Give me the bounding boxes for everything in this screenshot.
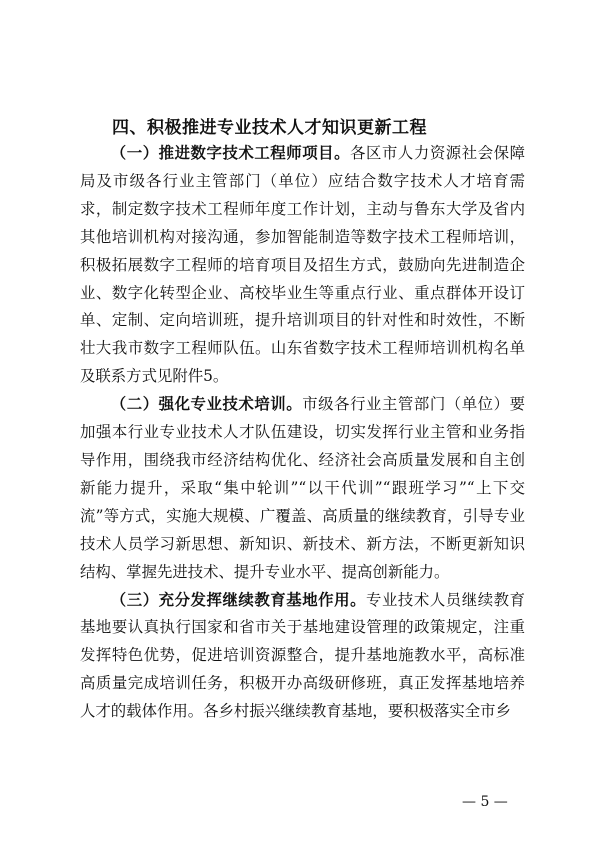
page-number: — 5 — xyxy=(462,794,508,810)
paragraph-title: （一）推进数字技术工程师项目。 xyxy=(110,144,351,162)
paragraph-body: 专业技术人员继续教育基地要认真执行国家和省市关于基地建设管理的政策规定，注重发挥特色优势，促进培训资源整合，提升基地施教水平，高标准高质量完成培训任务，积极开办高级研修班，真正发挥基地培养人才的载体作用。各乡村振兴继续教育基地，要积极落实全市乡 xyxy=(80,590,525,721)
body-text xyxy=(80,140,525,726)
paragraph-body: 市级各行业主管部门（单位）要加强本行业专业技术人才队伍建设，切实发挥行业主管和业务指导作用，围绕我市经济结构优化、经济社会高质量发展和自主创新能力提升，采取“集中轮训”“以干代训”“跟班学习”“上下交流”等方式，实施大规模、广覆盖、高质量的继续教育，引导专业技术人员学习新思想、新知识、新技术、新方法，不断更新知识结构、掌握先进技术、提升专业水平、提高创新能力。 xyxy=(80,395,525,581)
paragraph xyxy=(80,140,525,391)
paragraph-body: 各区市人力资源社会保障局及市级各行业主管部门（单位）应结合数字技术人才培育需求，制定数字技术工程师年度工作计划，主动与鲁东大学及省内其他培训机构对接沟通，参加智能制造等数字技术工程师培训，积极拓展数字工程师的培育项目及招生方式，鼓励向先进制造企业、数字化转型企业、高校毕业生等重点行业、重点群体开设订单、定制、定向培训班，提升培训项目的针对性和时效性，不断壮大我市数字工程师队伍。山东省数字技术工程师培训机构名单及联系方式见附件5。 xyxy=(80,144,525,386)
section-heading: 四、积极推进专业技术人才知识更新工程 xyxy=(112,118,427,138)
paragraph-title: （三）充分发挥继续教育基地作用。 xyxy=(110,590,367,609)
paragraph xyxy=(80,587,525,727)
paragraph xyxy=(80,391,525,586)
paragraph-title: （二）强化专业技术培训。 xyxy=(110,395,303,414)
